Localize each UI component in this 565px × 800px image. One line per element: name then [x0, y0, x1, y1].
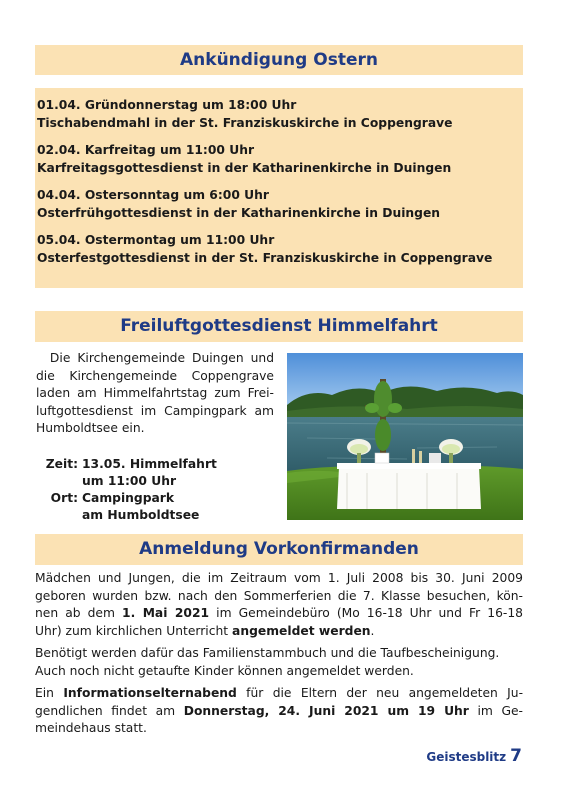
entry-date-line: 01.04. Gründonnerstag um 18:00 Uhr: [37, 98, 297, 112]
list-item: [37, 142, 523, 177]
entry-description: Osterfrühgottesdienst in der Katharinenkirche in Duingen: [37, 205, 441, 220]
magazine-name: Geistesblitz: [426, 750, 507, 764]
time-row: [36, 456, 282, 473]
easter-title: Ankündigung Ostern: [180, 50, 378, 70]
entry-date-line: 02.04. Karfreitag um 11:00 Uhr: [37, 143, 255, 157]
entry-description: Osterfestgottesdienst in der St. Franziskuskirche in Coppengrave: [37, 250, 493, 265]
list-item: [37, 187, 523, 222]
list-item: [37, 232, 523, 267]
info-evening-date: Donnerstag, 24. Juni 2021 um 19 Uhr: [183, 703, 469, 718]
time-value: 13.05. Himmelfahrt: [82, 457, 217, 471]
intro-line: laden am Himmelfahrtstag zum Frei-: [36, 386, 274, 400]
entry-date-line: 05.04. Ostermontag um 11:00 Uhr: [37, 233, 275, 247]
registration-date: 1. Mai 2021: [122, 606, 210, 620]
place-row-2: [36, 507, 282, 524]
place-value: Campingpark: [82, 491, 175, 505]
entry-description: Tischabendmahl in der St. Franziskuskirche in Coppengrave: [37, 115, 453, 130]
confirmation-title: Anmeldung Vorkonfirmanden: [139, 539, 419, 559]
entry-description: Karfreitagsgottesdienst in der Katharinenkirche in Duingen: [37, 160, 452, 175]
confirmation-body: [35, 570, 523, 743]
lake-altar-photo: [287, 353, 523, 520]
list-item: [37, 97, 523, 132]
confirmation-heading: [35, 534, 523, 565]
intro-line: die Kirchengemeinde Coppengrave: [36, 368, 274, 383]
intro-line: Humboldtsee ein.: [36, 421, 145, 435]
place-row: [36, 490, 282, 507]
intro-line: luftgottesdienst im Campingpark am: [36, 403, 274, 418]
time-row-2: [36, 473, 282, 490]
ascension-heading: [35, 311, 523, 342]
time-label: Zeit:: [45, 457, 78, 471]
easter-heading: [35, 45, 523, 75]
place-label: Ort:: [50, 491, 78, 505]
paragraph: Ein Informationselternabend für die Eltern der neu angemeldeten Ju- gendlichen findet am Donnerstag, 24. Juni 2021 um 19 Uhr im Ge- meindehaus statt.: [35, 686, 524, 735]
paragraph: Mädchen und Jungen, die im Zeitraum vom 1. Juli 2008 bis 30. Juni 2009 geboren wurden bzw. nach den Sommerferien die 7. Klasse besuchen, kön- nen ab dem 1. Mai 2021 im Gemeindebüro (Mo 16-18 Uhr und Fr 16-18 Uhr) zum kirchlichen Unterricht angemeldet werden.: [35, 571, 523, 638]
paragraph: Benötigt werden dafür das Familienstammbuch und die Taufbescheinigung. Auch noch nicht getaufte Kinder können angemeldet werden.: [35, 646, 500, 678]
entry-date-line: 04.04. Ostersonntag um 6:00 Uhr: [37, 188, 269, 202]
ascension-intro: [36, 350, 274, 438]
easter-schedule: [35, 88, 523, 288]
info-evening: Informationselternabend: [63, 686, 237, 700]
time-value-2: um 11:00 Uhr: [82, 474, 177, 488]
event-details: [36, 456, 282, 524]
page-number: 7: [510, 746, 522, 766]
page-footer: [426, 746, 522, 766]
intro-line: Die Kirchengemeinde Duingen und: [36, 351, 274, 365]
registration-emphasis: angemeldet werden: [232, 623, 371, 638]
ascension-title: Freiluftgottesdienst Himmelfahrt: [120, 316, 438, 336]
place-value-2: am Humboldtsee: [82, 508, 200, 522]
